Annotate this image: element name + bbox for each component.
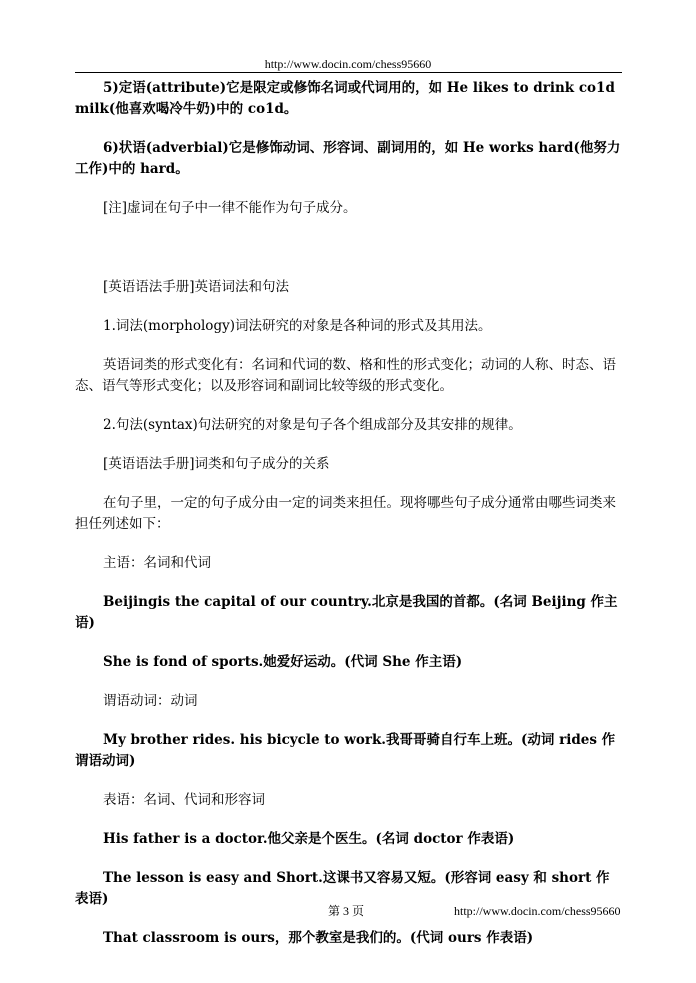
paragraph-syntax: 2.句法(syntax)句法研究的对象是句子各个组成部分及其安排的规律。: [103, 417, 522, 433]
paragraph-word-forms: 英语词类的形式变化有：名词和代词的数、格和性的形式变化；动词的人称、时态、语态、语气等形式变化；以及形容词和副词比较等级的形式变化。: [75, 357, 616, 394]
header-url: http://www.docin.com/chess95660: [264, 57, 432, 71]
section-gap: [75, 237, 622, 277]
example-predicate-verb: My brother rides. his bicycle to work.我哥哥骑自行车上班。(动词 rides 作谓语动词): [75, 732, 616, 769]
example-subject-noun: Beijingis the capital of our country.北京是我国的首都。(名词 Beijing 作主语): [75, 594, 618, 631]
paragraph-attribute: 5)定语(attribute)它是限定或修饰名词或代词用的，如 He likes to drink co1d milk(他喜欢喝冷牛奶)中的 co1d。: [75, 80, 615, 117]
paragraph-word-classes-intro: 在句子里，一定的句子成分由一定的词类来担任。现将哪些句子成分通常由哪些词类来担任列述如下：: [75, 495, 616, 532]
example-subject-pronoun: She is fond of sports.她爱好运动。(代词 She 作主语): [103, 654, 463, 670]
header-divider: [75, 72, 622, 73]
document-body: [75, 78, 622, 967]
page-footer: [0, 904, 696, 920]
label-subject: 主语：名词和代词: [103, 555, 211, 571]
footer-url: http://www.docin.com/chess95660: [454, 904, 621, 918]
label-predicative: 表语：名词、代词和形容词: [103, 792, 265, 808]
paragraph-note: [注]虚词在句子中一律不能作为句子成分。: [103, 200, 357, 216]
example-predicative-noun: His father is a doctor.他父亲是个医生。(名词 doctor 作表语): [103, 831, 515, 847]
paragraph-adverbial: 6)状语(adverbial)它是修饰动词、形容词、副词用的，如 He works hard(他努力工作)中的 hard。: [75, 140, 621, 177]
section-heading-morphology-syntax: [英语语法手册]英语词法和句法: [103, 279, 290, 295]
example-predicative-adjective: The lesson is easy and Short.这课书又容易又短。(形容词 easy 和 short 作表语): [75, 870, 610, 907]
paragraph-morphology: 1.词法(morphology)词法研究的对象是各种词的形式及其用法。: [103, 318, 492, 334]
page-number: 第 3 页: [328, 904, 365, 918]
section-heading-word-classes: [英语语法手册]词类和句子成分的关系: [103, 456, 330, 472]
label-predicate-verb: 谓语动词：动词: [103, 693, 198, 709]
example-predicative-pronoun: That classroom is ours，那个教室是我们的。(代词 ours 作表语): [103, 930, 534, 946]
